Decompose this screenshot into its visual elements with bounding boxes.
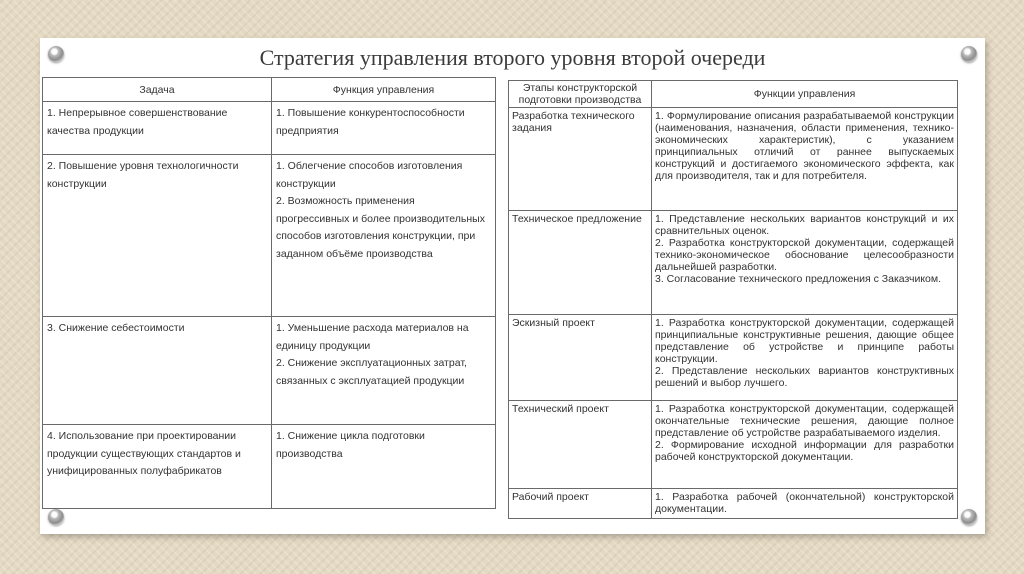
stage-cell: Рабочий проект <box>509 489 652 519</box>
slide-card <box>40 38 985 534</box>
task-cell: 3. Снижение себестоимости <box>43 317 272 425</box>
table-header-row <box>509 81 958 108</box>
stage-cell: Техническое предложение <box>509 211 652 315</box>
table-row <box>509 489 958 519</box>
table-row <box>43 155 496 317</box>
table-row <box>43 102 496 155</box>
function-cell <box>272 317 496 425</box>
function-cell <box>652 401 958 489</box>
function-item: 1. Снижение цикла подготовки производства <box>276 430 425 460</box>
task-cell: 2. Повышение уровня технологичности конструкции <box>43 155 272 317</box>
function-cell <box>652 315 958 401</box>
function-item: 1. Представление нескольких вариантов конструкций и их сравнительных оценок. <box>655 213 954 237</box>
function-cell <box>652 211 958 315</box>
function-item: 2. Формирование исходной информации для разработки рабочей конструкторской документации. <box>655 439 954 463</box>
function-item: 1. Уменьшение расхода материалов на единицу продукции <box>276 322 469 352</box>
function-item: 1. Разработка рабочей (окончательной) конструкторской документации. <box>655 491 954 515</box>
table-row <box>509 401 958 489</box>
table-header-row <box>43 78 496 102</box>
stages-table <box>508 80 958 519</box>
column-header-stage: Этапы конструкторской подготовки производства <box>509 81 652 108</box>
function-item: 1. Разработка конструкторской документации, содержащей окончательные технические решения, дающие полное представление об устройстве разрабатываемого изделия. <box>655 403 954 439</box>
table-row <box>509 108 958 211</box>
column-header-task: Задача <box>43 78 272 102</box>
function-item: 2. Представление нескольких вариантов конструктивных решений и выбор лучшего. <box>655 365 954 389</box>
function-item: 2. Разработка конструкторской документации, содержащей технико-экономическое обоснование целесообразности дальнейшей разработки. <box>655 237 954 273</box>
function-cell <box>272 155 496 317</box>
table-row <box>509 211 958 315</box>
column-header-function: Функция управления <box>272 78 496 102</box>
table-row <box>509 315 958 401</box>
table-row <box>43 317 496 425</box>
task-cell: 1. Непрерывное совершенствование качества продукции <box>43 102 272 155</box>
tasks-table <box>42 77 496 509</box>
stage-cell: Разработка технического задания <box>509 108 652 211</box>
pin-icon <box>48 509 64 525</box>
table-row <box>43 425 496 509</box>
function-item: 1. Облегчение способов изготовления конструкции <box>276 160 463 190</box>
function-cell <box>272 425 496 509</box>
task-cell: 4. Использование при проектировании продукции существующих стандартов и унифицированных полуфабрикатов <box>43 425 272 509</box>
function-item: 1. Разработка конструкторской документации, содержащей принципиальные конструктивные решения, дающие общее представление об устройстве и принципе работы конструкции. <box>655 317 954 365</box>
function-item: 1. Повышение конкурентоспособности предприятия <box>276 107 465 137</box>
function-item: 1. Формулирование описания разрабатываемой конструкции (наименования, назначения, области применения, технико-экономических характеристик), с указанием принципиальных отличий от раннее выпускаемых конструкций и достигаемого экономического эффекта, как для производителя, так и для потребителя. <box>655 110 954 182</box>
function-item: 2. Снижение эксплуатационных затрат, связанных с эксплуатацией продукции <box>276 357 467 387</box>
function-cell <box>652 108 958 211</box>
stage-cell: Эскизный проект <box>509 315 652 401</box>
column-header-functions: Функции управления <box>652 81 958 108</box>
slide-title: Стратегия управления второго уровня второй очереди <box>259 45 766 70</box>
function-item: 3. Согласование технического предложения с Заказчиком. <box>655 273 942 285</box>
function-cell <box>272 102 496 155</box>
stage-cell: Технический проект <box>509 401 652 489</box>
function-cell <box>652 489 958 519</box>
pin-icon <box>961 509 977 525</box>
function-item: 2. Возможность применения прогрессивных и более производительных способов изготовления конструкции, при заданном объёме производства <box>276 195 485 260</box>
